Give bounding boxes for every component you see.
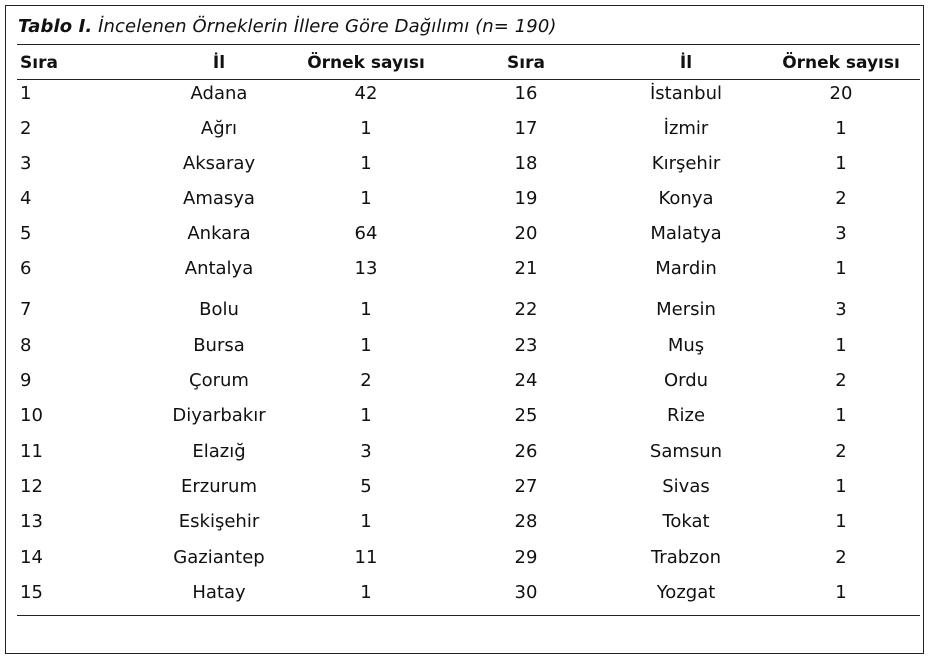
row-il-right: Malatya	[650, 223, 722, 244]
row-sira-right: 24	[514, 370, 538, 391]
row-ornek-right: 2	[835, 547, 847, 568]
row-sira-right: 17	[514, 118, 538, 139]
row-il-left: Bursa	[193, 335, 245, 356]
row-ornek-left: 5	[360, 476, 372, 497]
header-sira-right: Sıra	[507, 53, 545, 73]
header-sira-left: Sıra	[20, 53, 58, 73]
caption-label: Tablo I.	[18, 16, 93, 37]
row-sira-right: 30	[514, 582, 538, 603]
row-sira-left: 10	[20, 405, 43, 426]
row-il-left: Diyarbakır	[172, 405, 266, 426]
row-ornek-right: 1	[835, 405, 847, 426]
bottom-rule	[17, 615, 920, 616]
row-il-right: Trabzon	[650, 547, 722, 568]
row-sira-right: 18	[514, 153, 538, 174]
row-sira-left: 5	[20, 223, 32, 244]
row-sira-left: 8	[20, 335, 32, 356]
row-il-right: Rize	[666, 405, 706, 426]
row-il-left: Aksaray	[182, 153, 256, 174]
row-sira-left: 7	[20, 299, 32, 320]
row-sira-right: 23	[514, 335, 538, 356]
row-ornek-right: 1	[835, 153, 847, 174]
row-sira-left: 2	[20, 118, 32, 139]
row-ornek-right: 20	[829, 83, 853, 104]
row-ornek-right: 3	[835, 223, 847, 244]
row-ornek-left: 64	[354, 223, 378, 244]
row-il-left: Bolu	[199, 299, 239, 320]
row-sira-right: 20	[514, 223, 538, 244]
row-ornek-right: 2	[835, 188, 847, 209]
row-il-left: Hatay	[192, 582, 246, 603]
row-ornek-left: 1	[360, 299, 372, 320]
row-sira-right: 25	[514, 405, 538, 426]
row-il-left: Çorum	[189, 370, 249, 391]
row-sira-left: 14	[20, 547, 43, 568]
row-il-left: Antalya	[184, 258, 254, 279]
row-il-right: Muş	[667, 335, 705, 356]
row-sira-left: 12	[20, 476, 43, 497]
row-sira-left: 1	[20, 83, 32, 104]
row-il-left: Erzurum	[181, 476, 257, 497]
row-ornek-right: 1	[835, 335, 847, 356]
row-ornek-left: 42	[354, 83, 378, 104]
row-il-right: Yozgat	[656, 582, 716, 603]
row-il-left: Elazığ	[192, 441, 246, 462]
row-ornek-left: 1	[360, 153, 372, 174]
row-il-left: Amasya	[183, 188, 255, 209]
header-ornek-right: Örnek sayısı	[782, 53, 900, 73]
row-il-left: Ağrı	[200, 118, 238, 139]
row-ornek-right: 3	[835, 299, 847, 320]
row-ornek-left: 1	[360, 118, 372, 139]
row-sira-right: 22	[514, 299, 538, 320]
header-rule	[17, 79, 920, 80]
row-ornek-left: 1	[360, 511, 372, 532]
row-ornek-left: 3	[360, 441, 372, 462]
row-sira-right: 21	[514, 258, 538, 279]
row-ornek-right: 1	[835, 118, 847, 139]
row-sira-right: 16	[514, 83, 538, 104]
row-ornek-left: 1	[360, 582, 372, 603]
row-ornek-right: 2	[835, 441, 847, 462]
row-ornek-right: 1	[835, 258, 847, 279]
header-il-right: İl	[679, 53, 693, 73]
table-caption	[18, 16, 557, 37]
top-rule	[17, 44, 920, 45]
row-sira-right: 28	[514, 511, 538, 532]
row-ornek-left: 1	[360, 188, 372, 209]
row-il-right: Konya	[658, 188, 714, 209]
row-sira-left: 3	[20, 153, 32, 174]
row-ornek-left: 1	[360, 405, 372, 426]
row-sira-left: 4	[20, 188, 32, 209]
row-ornek-right: 1	[835, 511, 847, 532]
row-il-right: Mersin	[656, 299, 716, 320]
row-il-right: İstanbul	[649, 83, 723, 104]
row-il-right: Tokat	[662, 511, 710, 532]
row-il-right: Mardin	[655, 258, 717, 279]
row-ornek-right: 1	[835, 582, 847, 603]
row-sira-right: 19	[514, 188, 538, 209]
row-sira-right: 27	[514, 476, 538, 497]
row-il-right: İzmir	[663, 118, 709, 139]
header-ornek-left: Örnek sayısı	[307, 53, 425, 73]
row-sira-right: 26	[514, 441, 538, 462]
row-sira-left: 11	[20, 441, 43, 462]
row-il-left: Eskişehir	[178, 511, 260, 532]
row-sira-left: 15	[20, 582, 43, 603]
row-ornek-left: 13	[354, 258, 378, 279]
row-il-right: Samsun	[649, 441, 723, 462]
row-sira-left: 9	[20, 370, 32, 391]
row-ornek-right: 2	[835, 370, 847, 391]
row-sira-left: 6	[20, 258, 32, 279]
row-il-right: Kırşehir	[651, 153, 721, 174]
row-il-right: Ordu	[663, 370, 709, 391]
header-il-left: İl	[212, 53, 226, 73]
row-il-left: Adana	[190, 83, 248, 104]
table-frame	[5, 5, 924, 654]
row-ornek-left: 1	[360, 335, 372, 356]
row-sira-right: 29	[514, 547, 538, 568]
row-il-right: Sivas	[662, 476, 710, 497]
row-ornek-left: 2	[360, 370, 372, 391]
row-ornek-left: 11	[354, 547, 378, 568]
row-il-left: Ankara	[187, 223, 251, 244]
row-ornek-right: 1	[835, 476, 847, 497]
row-il-left: Gaziantep	[173, 547, 265, 568]
caption-title: İncelenen Örneklerin İllere Göre Dağılımı (n= 190)	[98, 16, 557, 37]
row-sira-left: 13	[20, 511, 43, 532]
